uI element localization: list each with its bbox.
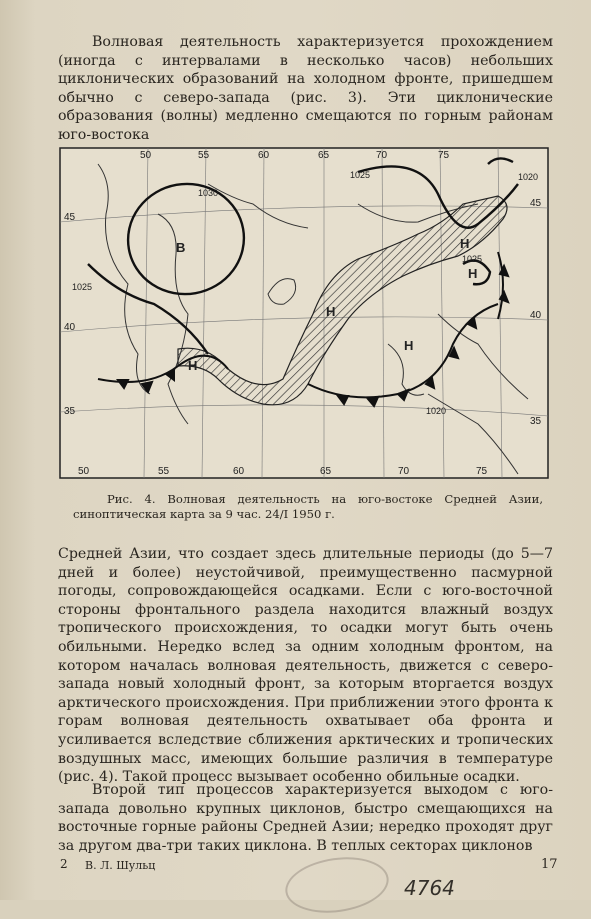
top-longitude-label: 50	[140, 150, 152, 161]
low-pressure-center: Н	[404, 338, 414, 353]
printer-signature-mark: 2	[60, 857, 68, 871]
top-longitude-label: 60	[258, 150, 270, 161]
paragraph-1: Волновая деятельность характеризуется прохождением (иногда с интервалами в несколько часов) небольших циклонических образований на холодном фронте, пришедшем обычно с северо-запада (рис. 3). Эти циклонические образования (волны) медленно смещаются по горным районам юго-востока	[58, 34, 553, 143]
handwritten-inventory-number: 4764	[404, 876, 455, 900]
bottom-longitude-label: 70	[398, 466, 410, 477]
left-latitude-label: 35	[64, 406, 76, 417]
paragraph-2: Средней Азии, что создает здесь длительные периоды (до 5—7 дней и более) неустойчивой, преимущественно пасмурной погоды, сопровождающейся осадками. Если с юго-восточной стороны фронтального раздела находится влажный воздух тропического происхождения, то осадки могут быть очень обильными. Нередко вслед за одним холодным фронтом, на котором началась волновая деятельность, движется с северо-запада новый холодный фронт, за которым вторгается воздух арктического происхождения. При приближении этого фронта к горам волновая деятельность охватывает оба фронта и усиливается вследствие сближения арктических и тропических воздушных масс, имеющих большие различия в температуре (рис. 4). Такой процесс вызывает особенно обильные осадки.	[58, 546, 553, 786]
page-number: 17	[541, 857, 558, 872]
isobar-label: 1025	[350, 170, 371, 180]
right-latitude-label: 40	[530, 310, 542, 321]
top-longitude-label: 65	[318, 150, 330, 161]
library-stamp	[282, 851, 393, 919]
left-latitude-label: 45	[64, 212, 76, 223]
right-latitude-label: 35	[530, 416, 542, 427]
bottom-longitude-label: 55	[158, 466, 170, 477]
isobar-label: 1020	[426, 406, 447, 416]
synoptic-map-svg	[58, 144, 553, 484]
low-pressure-center: Н	[326, 304, 336, 319]
isobar-label: 1025	[462, 254, 483, 264]
low-pressure-center: Н	[188, 358, 198, 373]
bottom-longitude-label: 60	[233, 466, 245, 477]
top-longitude-label: 75	[438, 150, 450, 161]
figure-4-synoptic-map	[58, 144, 553, 484]
isobar-label: 1020	[518, 172, 539, 182]
high-pressure-center: В	[176, 240, 186, 255]
paragraph-3: Второй тип процессов характеризуется выходом с юго-запада довольно крупных циклонов, быстро смещающихся на восточные горные районы Средней Азии; нередко проходят друг за другом два-три таких циклона. В теплых секторах циклонов	[58, 782, 553, 854]
top-longitude-label: 55	[198, 150, 210, 161]
top-longitude-label: 70	[376, 150, 388, 161]
isobar-label: 1030	[198, 188, 219, 198]
map-frame	[60, 148, 548, 478]
isobar-label: 1025	[72, 282, 93, 292]
left-latitude-label: 40	[64, 322, 76, 333]
figure-caption: Рис. 4. Волновая деятельность на юго-востоке Средней Азии, синоптическая карта за 9 час. 24/I 1950 г.	[73, 492, 543, 521]
low-pressure-center: Н	[468, 266, 478, 281]
right-latitude-label: 45	[530, 198, 542, 209]
signature-author: В. Л. Шульц	[85, 859, 156, 872]
bottom-longitude-label: 50	[78, 466, 90, 477]
bottom-longitude-label: 65	[320, 466, 332, 477]
low-pressure-center: Н	[460, 236, 470, 251]
bottom-longitude-label: 75	[476, 466, 488, 477]
